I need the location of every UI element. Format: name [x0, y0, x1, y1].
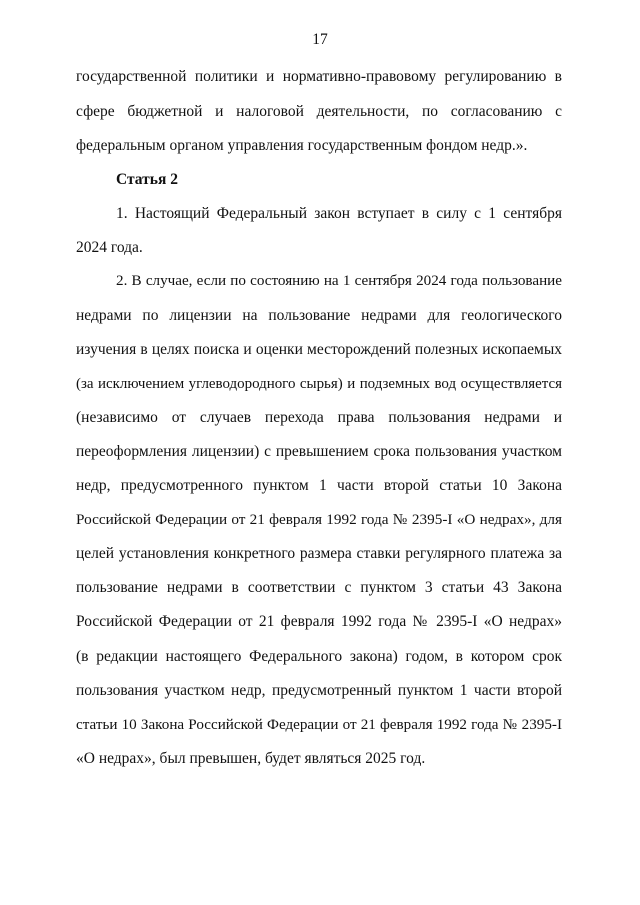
paragraph-2-line: недрами по лицензии на пользование недрами для геологического [76, 307, 562, 324]
paragraph-2-line: (за исключением углеводородного сырья) и подземных вод осуществляется [76, 376, 562, 392]
paragraph-2-line: (в редакции настоящего Федерального закона) годом, в котором срок [76, 648, 562, 665]
paragraph-2-line: статьи 10 Закона Российской Федерации от 21 февраля 1992 года № 2395-I [76, 717, 562, 733]
paragraph-2-line: Российской Федерации от 21 февраля 1992 года № 2395-I «О недрах», для [76, 511, 562, 528]
paragraph-2-line: недр, предусмотренного пунктом 1 части второй статьи 10 Закона [76, 477, 562, 494]
intro-line: федеральным органом управления государственным фондом недр.». [76, 137, 528, 154]
article-heading: Статья 2 [116, 171, 178, 188]
paragraph-2-line: 2. В случае, если по состоянию на 1 сентября 2024 года пользование [116, 273, 562, 289]
intro-line: государственной политики и нормативно-правовому регулированию в [76, 68, 562, 85]
intro-line: сфере бюджетной и налоговой деятельности, по согласованию с [76, 103, 562, 120]
paragraph-2-line: Российской Федерации от 21 февраля 1992 года № 2395-I «О недрах» [76, 613, 562, 630]
paragraph-1-line: 1. Настоящий Федеральный закон вступает в силу с 1 сентября [116, 205, 562, 222]
paragraph-2-line: «О недрах», был превышен, будет являться 2025 год. [76, 750, 426, 767]
paragraph-2-line: переоформления лицензии) с превышением срока пользования участком [76, 443, 562, 460]
paragraph-1-line: 2024 года. [76, 239, 143, 256]
paragraph-2-line: (независимо от случаев перехода права пользования недрами и [76, 409, 562, 426]
paragraph-2-line: целей установления конкретного размера ставки регулярного платежа за [76, 545, 562, 562]
page-number: 17 [312, 31, 328, 48]
paragraph-2-line: пользования участком недр, предусмотренный пунктом 1 части второй [76, 682, 562, 699]
paragraph-2-line: пользование недрами в соответствии с пунктом 3 статьи 43 Закона [76, 579, 562, 596]
paragraph-2-line: изучения в целях поиска и оценки месторождений полезных ископаемых [76, 341, 562, 358]
